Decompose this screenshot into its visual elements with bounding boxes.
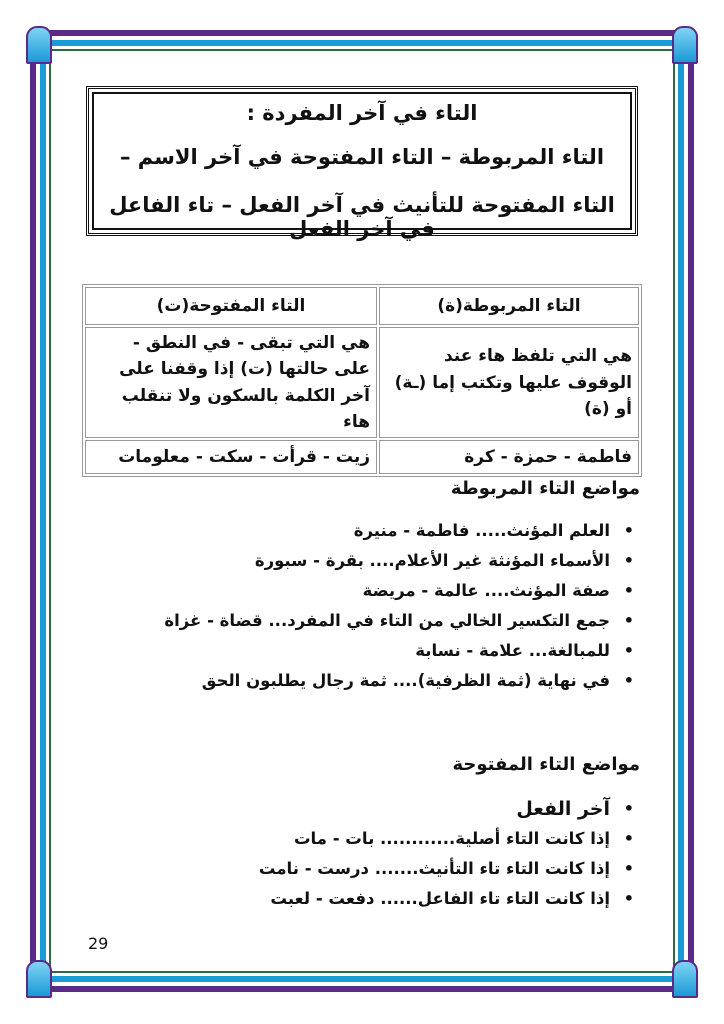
- list-item: • آخر الفعل: [259, 794, 640, 824]
- list-item: • للمبالغة... علامة - نسابة: [164, 636, 640, 666]
- table-cell: زيت - قرأت - سكت - معلومات: [85, 440, 377, 474]
- table-row: [85, 440, 639, 474]
- list-item: • إذا كانت التاء أصلية............ بات - مات: [259, 824, 640, 854]
- header-subtitle-1: التاء المربوطة – التاء المفتوحة في آخر الاسم –: [119, 145, 605, 169]
- table-header-row: [85, 287, 639, 325]
- section-title-open: مواضع التاء المفتوحة: [452, 754, 640, 775]
- table-cell: هي التي تلفظ هاء عند الوقوف عليها وتكتب إما (ـة) أو (ة): [379, 327, 639, 438]
- header-title: التاء في آخر المفردة :: [246, 101, 478, 125]
- table-cell: فاطمة - حمزة - كرة: [379, 440, 639, 474]
- table-row: [85, 327, 639, 438]
- header-subtitle-2: التاء المفتوحة للتأنيث في آخر الفعل – تاء الفاعل في آخر الفعل: [109, 193, 615, 241]
- list-item: • الأسماء المؤنثة غير الأعلام.... بقرة - سبورة: [164, 546, 640, 576]
- section-title-tied: مواضع التاء المربوطة: [450, 478, 640, 499]
- open-positions-list: [259, 794, 640, 914]
- list-item: • إذا كانت التاء تاء الفاعل...... دفعت - لعبت: [259, 884, 640, 914]
- table-cell: هي التي تبقى - في النطق - على حالتها (ت) إذا وقفنا على آخر الكلمة بالسكون ولا تنقلب هاء: [85, 327, 377, 438]
- list-item: • إذا كانت التاء تاء التأنيث....... درست - نامت: [259, 854, 640, 884]
- list-item: • في نهاية (ثمة الظرفية).... ثمة رجال يطلبون الحق: [164, 666, 640, 696]
- header-box: [86, 86, 638, 241]
- list-item: • جمع التكسير الخالي من التاء في المفرد... قضاة - غزاة: [164, 606, 640, 636]
- table-header-tied: التاء المربوطة(ة): [379, 287, 639, 325]
- frame-corner-ornament: [26, 960, 52, 998]
- frame-corner-ornament: [672, 960, 698, 998]
- table-header-open: التاء المفتوحة(ت): [85, 287, 377, 325]
- frame-corner-ornament: [672, 26, 698, 64]
- comparison-table: [82, 284, 642, 477]
- frame-corner-ornament: [26, 26, 52, 64]
- list-item: • صفة المؤنث.... عالمة - مريضة: [164, 576, 640, 606]
- list-item: • العلم المؤنث..... فاطمة - منيرة: [164, 516, 640, 546]
- tied-positions-list: [164, 516, 640, 696]
- page-number: 29: [88, 934, 109, 953]
